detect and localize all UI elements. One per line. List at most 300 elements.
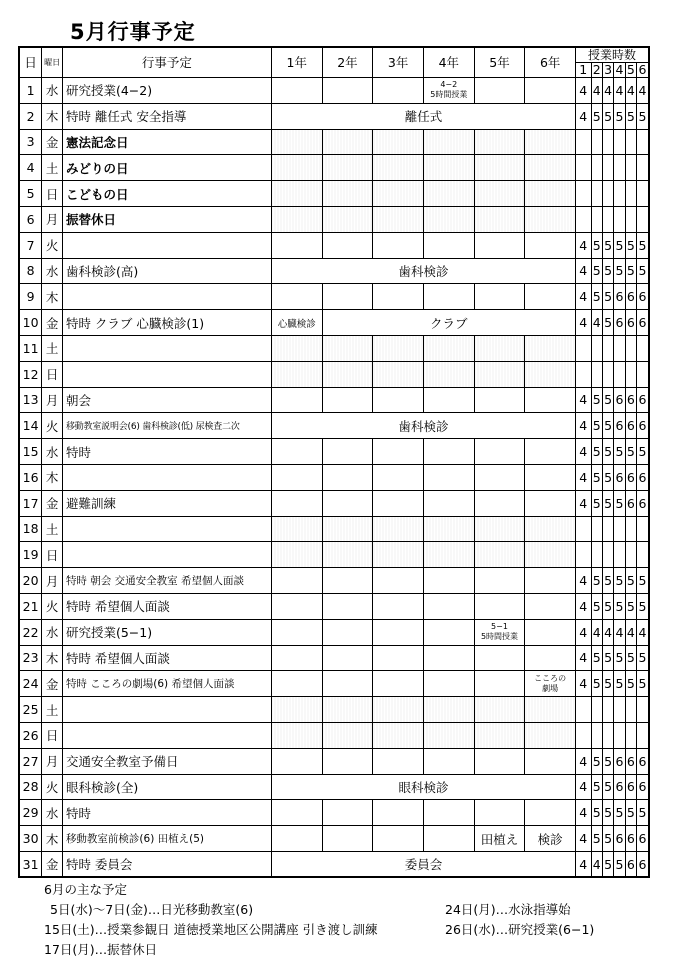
table-row <box>19 284 649 310</box>
hour-cell <box>625 206 636 232</box>
hour-cell: 4 <box>614 78 625 104</box>
grade-cell <box>525 387 576 413</box>
event-cell: 眼科検診(全) <box>62 774 271 800</box>
hour-cell: 6 <box>637 490 649 516</box>
grade-cell <box>525 568 576 594</box>
hour-cell <box>602 542 613 568</box>
hour-cell: 5 <box>602 284 613 310</box>
hour-cell: 5 <box>602 413 613 439</box>
hour-cell <box>591 335 602 361</box>
header-events: 行事予定 <box>62 47 271 78</box>
header-hour-3: 3 <box>604 62 613 77</box>
hour-cell: 4 <box>576 413 592 439</box>
grade-cell <box>373 826 424 852</box>
grade-cell <box>474 155 525 181</box>
grade-cell <box>271 697 322 723</box>
weekday-cell: 金 <box>42 851 63 877</box>
hour-cell: 5 <box>614 103 625 129</box>
grade-cell <box>271 619 322 645</box>
hour-cell: 5 <box>602 671 613 697</box>
hour-cell: 4 <box>576 671 592 697</box>
grade-cell: 心臓検診 <box>271 310 322 336</box>
grade-cell <box>373 361 424 387</box>
table-row <box>19 800 649 826</box>
hour-cell: 5 <box>591 593 602 619</box>
hour-cell: 4 <box>576 645 592 671</box>
grade-cell <box>423 671 474 697</box>
hour-cell <box>591 722 602 748</box>
hour-cell: 5 <box>614 232 625 258</box>
hour-cell: 5 <box>625 232 636 258</box>
grade-cell <box>525 490 576 516</box>
hour-cell: 5 <box>625 258 636 284</box>
grade-cell <box>322 206 373 232</box>
event-cell <box>62 697 271 723</box>
weekday-cell: 月 <box>42 206 63 232</box>
hour-cell: 5 <box>602 851 613 877</box>
hour-cell <box>614 335 625 361</box>
event-cell: 朝会 <box>62 387 271 413</box>
grade-cell <box>373 542 424 568</box>
day-cell: 24 <box>19 671 42 697</box>
grade-cell <box>322 619 373 645</box>
weekday-cell: 日 <box>42 722 63 748</box>
table-row <box>19 78 649 104</box>
table-row <box>19 103 649 129</box>
hour-cell <box>614 206 625 232</box>
hour-cell: 5 <box>602 387 613 413</box>
grade-cell <box>525 671 576 697</box>
grade-cell <box>525 155 576 181</box>
table-row <box>19 310 649 336</box>
hour-cell <box>591 516 602 542</box>
hour-cell <box>591 542 602 568</box>
hour-cell: 5 <box>625 593 636 619</box>
grade-span-cell: 委員会 <box>271 851 575 877</box>
table-row <box>19 671 649 697</box>
grade-cell <box>423 568 474 594</box>
grade-note: こころの <box>534 673 567 683</box>
hour-cell: 6 <box>637 826 649 852</box>
hour-cell: 6 <box>637 310 649 336</box>
hour-cell: 5 <box>625 568 636 594</box>
table-row <box>19 490 649 516</box>
table-row <box>19 464 649 490</box>
event-cell <box>62 232 271 258</box>
grade-cell <box>322 722 373 748</box>
hour-cell: 4 <box>576 258 592 284</box>
grade-cell <box>474 439 525 465</box>
hour-cell: 5 <box>614 851 625 877</box>
grade-cell <box>322 387 373 413</box>
grade-cell <box>322 490 373 516</box>
hour-cell: 5 <box>591 490 602 516</box>
grade-cell <box>322 697 373 723</box>
hour-cell <box>637 697 649 723</box>
event-cell: 歯科検診(高) <box>62 258 271 284</box>
grade-cell <box>525 78 576 104</box>
grade-cell <box>271 181 322 207</box>
grade-cell <box>474 387 525 413</box>
hour-cell: 4 <box>576 464 592 490</box>
grade-cell <box>474 619 525 645</box>
hour-cell: 6 <box>614 284 625 310</box>
header-hour-4: 4 <box>615 62 624 77</box>
grade-cell <box>423 387 474 413</box>
weekday-cell: 火 <box>42 413 63 439</box>
grade-cell <box>373 129 424 155</box>
hour-cell <box>637 722 649 748</box>
hour-cell: 5 <box>591 800 602 826</box>
weekday-cell: 木 <box>42 103 63 129</box>
hour-cell: 5 <box>602 593 613 619</box>
grade-cell <box>322 129 373 155</box>
grade-note: 5時間授業 <box>430 90 468 100</box>
hour-cell: 5 <box>591 748 602 774</box>
hour-cell <box>576 542 592 568</box>
grade-cell <box>423 542 474 568</box>
hour-cell: 6 <box>614 748 625 774</box>
hour-cell <box>602 181 613 207</box>
table-row <box>19 851 649 877</box>
hour-cell: 6 <box>637 284 649 310</box>
grade-cell <box>271 129 322 155</box>
hour-cell: 5 <box>637 645 649 671</box>
hour-cell: 5 <box>637 800 649 826</box>
hour-cell: 6 <box>625 387 636 413</box>
hour-cell <box>602 129 613 155</box>
hour-cell: 5 <box>625 103 636 129</box>
grade-cell <box>271 387 322 413</box>
grade-cell <box>322 361 373 387</box>
event-cell: 憲法記念日 <box>62 129 271 155</box>
grade-cell <box>423 181 474 207</box>
hour-cell <box>625 129 636 155</box>
day-cell: 14 <box>19 413 42 439</box>
hour-cell <box>602 361 613 387</box>
weekday-cell: 火 <box>42 774 63 800</box>
hour-cell <box>614 697 625 723</box>
day-cell: 2 <box>19 103 42 129</box>
hour-cell <box>576 181 592 207</box>
hour-cell <box>625 335 636 361</box>
hour-cell: 5 <box>591 826 602 852</box>
hour-cell <box>625 697 636 723</box>
header-grade-4: 4年 <box>423 47 474 78</box>
hour-cell <box>602 516 613 542</box>
grade-cell <box>525 542 576 568</box>
hour-cell: 5 <box>614 671 625 697</box>
hour-cell: 4 <box>614 619 625 645</box>
grade-cell <box>525 722 576 748</box>
hour-cell: 5 <box>625 645 636 671</box>
grade-cell <box>322 335 373 361</box>
hour-cell: 6 <box>625 490 636 516</box>
event-cell: 特時 朝会 交通安全教室 希望個人面談 <box>62 568 271 594</box>
hour-cell: 5 <box>637 593 649 619</box>
hour-cell: 5 <box>602 103 613 129</box>
grade-cell <box>423 826 474 852</box>
hour-cell: 4 <box>576 310 592 336</box>
hour-cell: 5 <box>602 439 613 465</box>
grade-cell <box>423 335 474 361</box>
day-cell: 22 <box>19 619 42 645</box>
grade-cell <box>474 181 525 207</box>
weekday-cell: 金 <box>42 490 63 516</box>
day-cell: 6 <box>19 206 42 232</box>
table-row <box>19 387 649 413</box>
grade-cell <box>373 671 424 697</box>
event-cell: 移動教室前検診(6) 田植え(5) <box>62 826 271 852</box>
grade-cell <box>322 439 373 465</box>
hour-cell: 5 <box>602 748 613 774</box>
grade-cell <box>474 335 525 361</box>
hour-cell: 5 <box>591 671 602 697</box>
weekday-cell: 土 <box>42 155 63 181</box>
grade-cell <box>373 645 424 671</box>
hour-cell: 5 <box>591 387 602 413</box>
grade-cell <box>423 155 474 181</box>
event-cell <box>62 361 271 387</box>
grade-span-cell: 歯科検診 <box>271 413 575 439</box>
schedule-table <box>18 46 650 878</box>
event-cell <box>62 284 271 310</box>
hour-cell: 4 <box>591 310 602 336</box>
grade-cell <box>525 129 576 155</box>
hour-cell <box>637 129 649 155</box>
hour-cell: 4 <box>591 619 602 645</box>
grade-cell <box>423 619 474 645</box>
hour-cell <box>576 516 592 542</box>
event-cell: 避難訓練 <box>62 490 271 516</box>
grade-cell <box>373 722 424 748</box>
header-hour-6: 6 <box>637 63 649 78</box>
hour-cell <box>576 206 592 232</box>
event-cell: 研究授業(5−1) <box>62 619 271 645</box>
weekday-cell: 土 <box>42 697 63 723</box>
grade-cell <box>525 516 576 542</box>
event-cell: 特時 <box>62 800 271 826</box>
grade-cell <box>271 645 322 671</box>
grade-cell <box>423 516 474 542</box>
hour-cell: 5 <box>625 671 636 697</box>
hour-cell <box>614 155 625 181</box>
notes-heading: 6月の主な予定 <box>44 882 127 897</box>
grade-cell <box>474 697 525 723</box>
event-cell <box>62 722 271 748</box>
hour-cell <box>591 697 602 723</box>
grade-cell <box>423 284 474 310</box>
hour-cell: 6 <box>637 774 649 800</box>
weekday-cell: 水 <box>42 800 63 826</box>
grade-cell <box>271 748 322 774</box>
day-cell: 4 <box>19 155 42 181</box>
grade-cell <box>271 232 322 258</box>
grade-cell <box>271 335 322 361</box>
event-cell <box>62 542 271 568</box>
grade-cell <box>373 181 424 207</box>
weekday-cell: 月 <box>42 748 63 774</box>
grade-cell <box>322 542 373 568</box>
event-cell: 交通安全教室予備日 <box>62 748 271 774</box>
grade-note: 5時間授業 <box>480 632 519 642</box>
weekday-cell: 木 <box>42 464 63 490</box>
table-row <box>19 697 649 723</box>
day-cell: 27 <box>19 748 42 774</box>
grade-cell <box>271 568 322 594</box>
hour-cell <box>576 335 592 361</box>
table-row <box>19 619 649 645</box>
header-grade-1: 1年 <box>271 47 322 78</box>
hour-cell <box>625 361 636 387</box>
grade-cell <box>322 800 373 826</box>
header-grade-5: 5年 <box>474 47 525 78</box>
event-cell: 特時 希望個人面談 <box>62 593 271 619</box>
grade-cell <box>322 78 373 104</box>
hour-cell: 4 <box>602 619 613 645</box>
weekday-cell: 土 <box>42 335 63 361</box>
weekday-cell: 木 <box>42 645 63 671</box>
day-cell: 18 <box>19 516 42 542</box>
grade-cell <box>423 645 474 671</box>
hour-cell <box>576 129 592 155</box>
grade-cell <box>322 232 373 258</box>
grade-cell <box>474 671 525 697</box>
day-cell: 30 <box>19 826 42 852</box>
grade-cell <box>373 387 424 413</box>
day-cell: 20 <box>19 568 42 594</box>
grade-cell <box>373 593 424 619</box>
grade-cell <box>525 697 576 723</box>
weekday-cell: 水 <box>42 439 63 465</box>
day-cell: 12 <box>19 361 42 387</box>
hour-cell: 6 <box>625 851 636 877</box>
grade-cell <box>423 129 474 155</box>
grade-cell <box>322 748 373 774</box>
header-weekday: 曜日 <box>42 47 63 78</box>
grade-cell <box>423 439 474 465</box>
schedule-body <box>19 78 649 878</box>
grade-note: 5−1 <box>491 622 508 632</box>
hour-cell <box>576 361 592 387</box>
grade-cell <box>525 645 576 671</box>
day-cell: 5 <box>19 181 42 207</box>
hour-cell: 5 <box>637 103 649 129</box>
grade-cell <box>322 826 373 852</box>
day-cell: 26 <box>19 722 42 748</box>
hour-cell: 5 <box>602 490 613 516</box>
day-cell: 3 <box>19 129 42 155</box>
table-row <box>19 439 649 465</box>
hour-cell <box>602 722 613 748</box>
hour-cell: 6 <box>637 387 649 413</box>
grade-cell <box>474 361 525 387</box>
grade-cell <box>373 697 424 723</box>
hour-cell <box>637 155 649 181</box>
hour-cell: 5 <box>591 645 602 671</box>
event-cell <box>62 464 271 490</box>
hour-cell: 5 <box>591 258 602 284</box>
day-cell: 25 <box>19 697 42 723</box>
hour-cell <box>625 181 636 207</box>
table-row <box>19 542 649 568</box>
hour-cell: 5 <box>625 439 636 465</box>
hour-cell <box>602 335 613 361</box>
hour-cell: 4 <box>625 78 636 104</box>
grade-cell <box>373 748 424 774</box>
grade-span-cell: クラブ <box>322 310 575 336</box>
hour-cell: 5 <box>591 284 602 310</box>
hour-cell: 6 <box>614 774 625 800</box>
header-hour-2: 2 <box>592 62 601 77</box>
grade-cell <box>474 722 525 748</box>
hour-cell: 4 <box>576 490 592 516</box>
event-cell <box>62 516 271 542</box>
hour-cell: 6 <box>625 748 636 774</box>
hour-cell <box>591 361 602 387</box>
hour-cell: 4 <box>576 439 592 465</box>
hour-cell: 6 <box>614 310 625 336</box>
hour-cell: 5 <box>614 800 625 826</box>
hour-cell: 6 <box>625 464 636 490</box>
grade-cell <box>271 284 322 310</box>
grade-cell <box>423 490 474 516</box>
table-row <box>19 516 649 542</box>
hour-cell <box>614 129 625 155</box>
weekday-cell: 日 <box>42 361 63 387</box>
grade-cell <box>322 568 373 594</box>
hour-cell: 4 <box>576 619 592 645</box>
grade-cell <box>271 155 322 181</box>
hour-cell: 6 <box>637 413 649 439</box>
grade-cell <box>322 464 373 490</box>
table-row <box>19 181 649 207</box>
day-cell: 28 <box>19 774 42 800</box>
day-cell: 31 <box>19 851 42 877</box>
note-item: 26日(水)…研究授業(6−1) <box>445 922 595 937</box>
grade-cell <box>474 593 525 619</box>
note-item: 5日(水)〜7日(金)…日光移動教室(6) <box>50 902 254 917</box>
weekday-cell: 日 <box>42 181 63 207</box>
table-row <box>19 129 649 155</box>
event-cell: 特時 クラブ 心臓検診(1) <box>62 310 271 336</box>
grade-cell <box>423 78 474 104</box>
grade-span-cell: 離任式 <box>271 103 575 129</box>
event-cell: 特時 委員会 <box>62 851 271 877</box>
hour-cell: 4 <box>576 232 592 258</box>
grade-cell <box>525 748 576 774</box>
weekday-cell: 金 <box>42 671 63 697</box>
hour-cell: 5 <box>602 568 613 594</box>
header-grade-2: 2年 <box>322 47 373 78</box>
hour-cell <box>602 697 613 723</box>
hour-cell: 5 <box>591 439 602 465</box>
hour-cell: 4 <box>576 748 592 774</box>
grade-cell <box>423 464 474 490</box>
grade-cell <box>373 335 424 361</box>
grade-cell <box>474 800 525 826</box>
grade-cell <box>474 232 525 258</box>
hour-cell <box>637 516 649 542</box>
note-item: 17日(月)…振替休日 <box>44 942 158 957</box>
hour-cell: 5 <box>602 645 613 671</box>
header-grade-3: 3年 <box>373 47 424 78</box>
table-row <box>19 722 649 748</box>
grade-cell <box>423 206 474 232</box>
hour-cell <box>614 361 625 387</box>
hour-cell: 4 <box>576 774 592 800</box>
grade-cell: 検診 <box>525 826 576 852</box>
